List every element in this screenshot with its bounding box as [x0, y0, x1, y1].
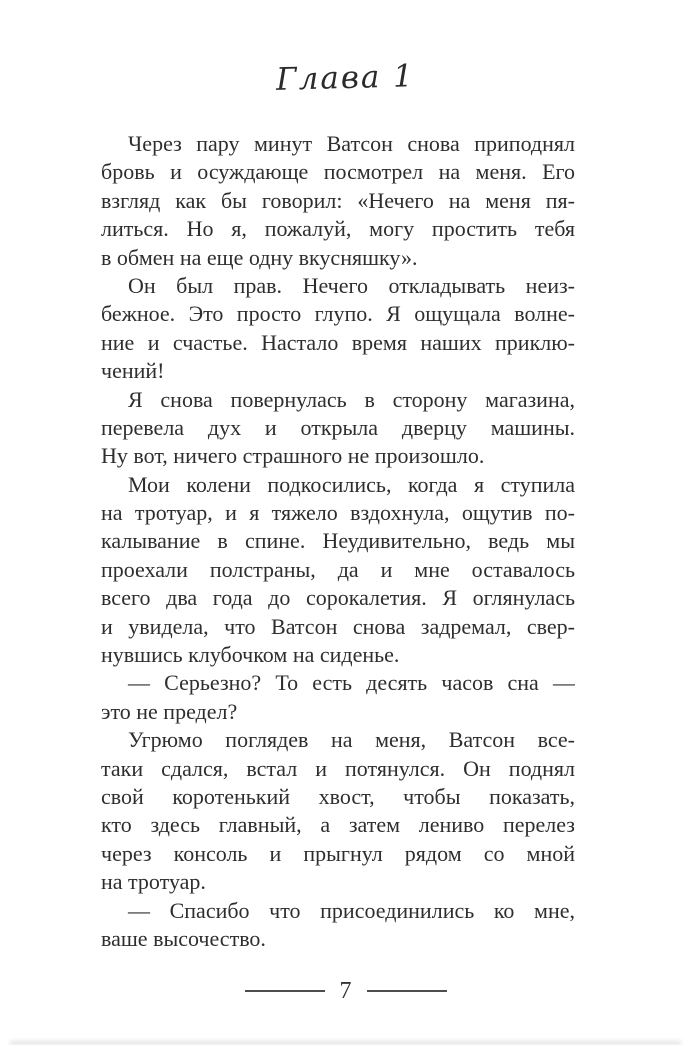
text-line: ние и счастье. Настало время наших приклю-	[101, 329, 575, 355]
text-line: и увидела, что Ватсон снова задремал, свер-	[101, 613, 575, 639]
text-line: через консоль и прыгнул рядом со мной	[101, 840, 575, 866]
text-line: кто здесь главный, а затем лениво перелез	[101, 812, 575, 838]
text-line: всего два года до сорокалетия. Я оглянулась	[101, 585, 575, 611]
page-number: 7	[339, 978, 352, 1004]
paragraph	[101, 726, 575, 896]
text-line: перевела дух и открыла дверцу машины.	[101, 414, 575, 440]
page-footer	[0, 978, 691, 1004]
scan-edge-artifact	[10, 1041, 681, 1045]
text-line: бежное. Это просто глупо. Я ощущала волне-	[101, 301, 575, 327]
text-line: проехали полстраны, да и мне оставалось	[101, 556, 575, 582]
chapter-title: Глава 1	[275, 58, 416, 98]
text-line: ваше высочество.	[101, 925, 266, 951]
text-line: это не предел?	[101, 698, 238, 724]
paragraph	[101, 386, 575, 471]
paragraph-dialogue	[101, 669, 575, 726]
paragraph-dialogue	[101, 897, 575, 954]
text-line: в обмен на еще одну вкусняшку».	[101, 244, 418, 270]
body-text	[101, 130, 575, 953]
text-line: Мои колени подкосились, когда я ступила	[128, 471, 575, 497]
text-line: Ну вот, ничего страшного не произошло.	[101, 443, 485, 469]
text-line: таки сдался, встал и потянулся. Он поднял	[101, 755, 575, 781]
text-line: литься. Но я, пожалуй, могу простить тебя	[101, 216, 575, 242]
paragraph	[101, 130, 575, 272]
text-line: бровь и осуждающе посмотрел на меня. Его	[101, 159, 575, 185]
text-line: взгляд как бы говорил: «Нечего на меня пя-	[101, 187, 575, 213]
text-line: Угрюмо поглядев на меня, Ватсон все-	[128, 727, 575, 753]
text-line: калывание в спине. Неудивительно, ведь мы	[101, 528, 575, 554]
text-line: — Спасибо что присоединились ко мне,	[128, 897, 575, 923]
text-line: на тротуар.	[101, 869, 206, 895]
page-number-rule-left	[245, 990, 325, 992]
text-line: Он был прав. Нечего откладывать неиз-	[128, 272, 575, 298]
text-line: нувшись клубочком на сиденье.	[101, 642, 400, 668]
text-line: Я снова повернулась в сторону магазина,	[128, 386, 575, 412]
text-line: чений!	[101, 358, 165, 384]
text-line: Через пару минут Ватсон снова приподнял	[128, 131, 575, 156]
paragraph	[101, 471, 575, 670]
text-line: свой коротенький хвост, чтобы показать,	[101, 783, 575, 809]
text-line: — Серьезно? То есть десять часов сна —	[128, 670, 575, 696]
paragraph	[101, 272, 575, 386]
text-line: на тротуар, и я тяжело вздохнула, ощутив по-	[101, 500, 575, 526]
page-number-rule-right	[367, 990, 447, 992]
